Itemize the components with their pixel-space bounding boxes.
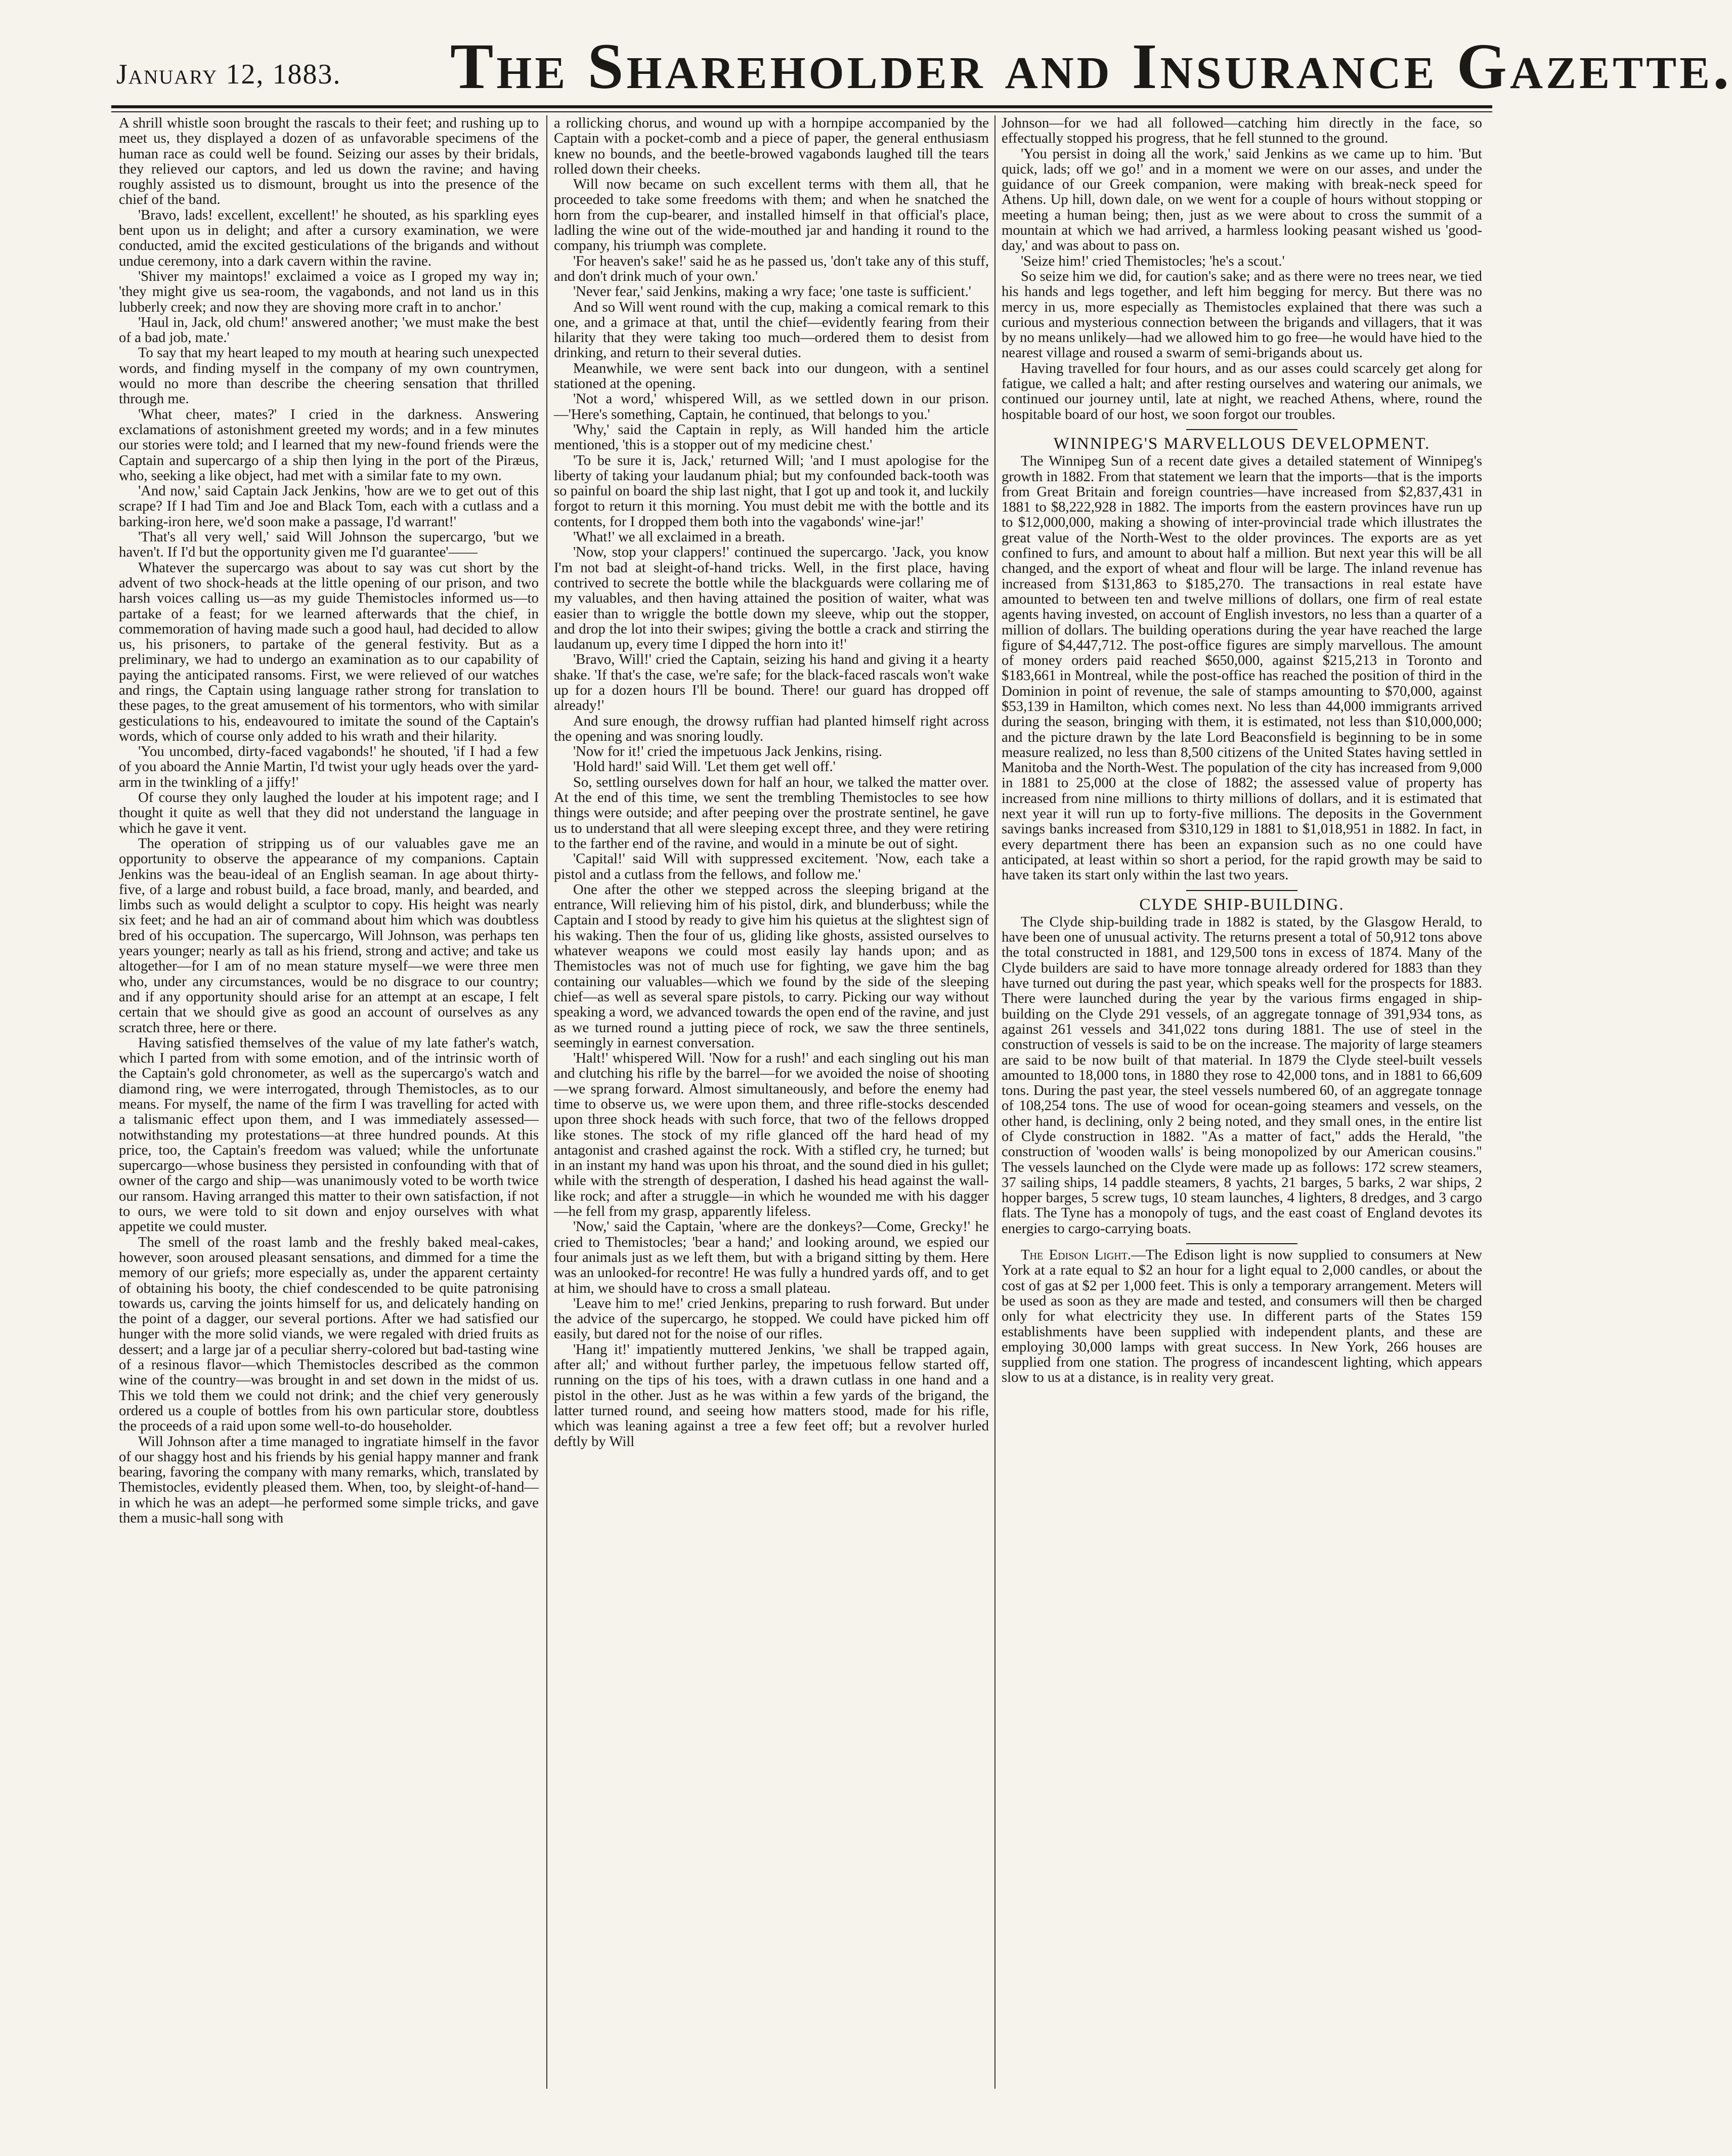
paragraph: 'Now for it!' cried the impetuous Jack Jenkins, rising. [573,743,883,760]
column-divider [994,115,995,2089]
paragraph: Meanwhile, we were sent back into our dungeon, with a sentinel stationed at the opening. [554,360,989,392]
paragraph: The smell of the roast lamb and the freshly baked meal-cakes, however, soon aroused pleasant sensations, and dimmed for a time the memory of our griefs; more especially as, under the apparent certainty of obtaining his booty, the chief condescended to be quite patronising towards us, carving the joints himself for us, and delicately handing on the point of a dagger, our several portions. After we had satisfied our hunger with the more solid viands, we were regaled with dried fruits as dessert; and a large jar of a peculiar sherry-colored but bad-tasting wine of a resinous flavor—which Themistocles described as the common wine of the country—was brought in and set down in the midst of us. This we told them we could not drink; and the chief very generously ordered us a couple of bottles from his own particular store, doubtless the proceeds of a raid upon some well-to-do householder. [119,1234,539,1434]
masthead-rule-thin [111,111,1492,112]
paragraph: a rollicking chorus, and wound up with a hornpipe accompanied by the Captain with a pocket-comb and a piece of paper, the general enthusiasm knew no bounds, and the beetle-browed vagabonds laughed till the tears rolled down their cheeks. [554,115,989,177]
paragraph: 'You uncombed, dirty-faced vagabonds!' he shouted, 'if I had a few of you aboard the Annie Martin, I'd twist your ugly heads over the yard-arm in the twinkling of a jiffy!' [119,743,539,790]
paragraph: And sure enough, the drowsy ruffian had planted himself right across the opening and was snoring loudly. [554,712,989,744]
masthead [86,20,1732,102]
paragraph: 'Bravo, lads! excellent, excellent!' he shouted, as his sparkling eyes bent upon us in delight; and after a cursory examination, we were conducted, amid the excited gesticulations of the brigands and without undue ceremony, into a dark cavern within the ravine. [119,206,539,269]
paragraph: 'Leave him to me!' cried Jenkins, preparing to rush forward. But under the advice of the supercargo, he stopped. We could have picked him off easily, but dared not for the noise of our rifles. [554,1295,989,1342]
paragraph: Johnson—for we had all followed—catching him directly in the face, so effectually stopped his progress, that he fell stunned to the ground. [1002,115,1482,147]
issue-date: January 12, 1883. [116,59,341,90]
paragraph: 'Capital!' said Will with suppressed excitement. 'Now, each take a pistol and a cutlass from the fellows, and follow me.' [554,851,989,882]
paragraph: 'Now,' said the Captain, 'where are the donkeys?—Come, Grecky!' he cried to Themistocles; 'bear a hand;' and looking around, we espied our four animals just as we left them, but with a brigand sitting by them. Here was an unlooked-for recontre! He was fully a hundred yards off, and to get at him, we should have to cross a small plateau. [554,1218,989,1296]
paragraph: 'And now,' said Captain Jack Jenkins, 'how are we to get out of this scrape? If I had Tim and Joe and Black Tom, each with a cutlass and a barking-iron here, we'd soon make a passage, I'd warrant!' [119,483,539,530]
masthead-rule-thick [111,105,1492,108]
paragraph: 'Hold hard!' said Will. 'Let them get well off.' [573,758,836,775]
paragraph: Will Johnson after a time managed to ingratiate himself in the favor of our shaggy host and his friends by his genial happy manner and frank bearing, favoring the company with many remarks, which, translated by Themistocles, evidently pleased them. When, too, by sleight-of-hand—in which he was an adept—he performed some simple tricks, and gave them a music-hall song with [119,1433,539,1527]
paragraph: The operation of stripping us of our valuables gave me an opportunity to observe the appearance of my companions. Captain Jenkins was the beau-ideal of an English seaman. In age about thirty-five, of a large and robust build, a face broad, manly, and bearded, and limbs such as would delight a sculptor to copy. His height was nearly six feet; and he had an air of command about him which was doubtless bred of his occupation. The supercargo, Will Johnson, was perhaps ten years younger; nearly as tall as his friend, strong and active; and take us altogether—for I am of no mean stature myself—we were three men who, under any circumstances, would be no disgrace to our country; and if any opportunity should arise for an attempt at an escape, I felt certain that we should give as good an account of ourselves as any scratch three, here or there. [119,835,539,1036]
paragraph: To say that my heart leaped to my mouth at hearing such unexpected words, and finding myself in the company of my own countrymen, would no more than describe the cheering sensation that thrilled through me. [119,345,539,407]
paragraph: 'What cheer, mates?' I cried in the darkness. Answering exclamations of astonishment greeted my words; and in a few minutes our stories were told; and I learned that my new-found friends were the Captain and supercargo of a ship then lying in the port of the Piræus, who, seeking a like object, had met with a similar fate to my own. [119,406,539,484]
paragraph: 'Not a word,' whispered Will, as we settled down in our prison.—'Here's something, Captain, he continued, that belongs to you.' [554,391,989,422]
paragraph: And so Will went round with the cup, making a comical remark to this one, and a grimace at that, until the chief—evidently fearing from their hilarity that they were taking too much—ordered them to desist from drinking, and return to their several duties. [554,299,989,361]
paragraph: 'What!' we all exclaimed in a breath. [573,529,785,545]
paragraph: 'Why,' said the Captain in reply, as Will handed him the article mentioned, 'this is a stopper out of my medicine chest.' [554,421,989,453]
paragraph: So, settling ourselves down for half an hour, we talked the matter over. At the end of this time, we sent the trembling Themistocles to see how things were outside; and after peeping over the prostrate sentinel, he gave us to understand that all were sleeping except three, and they were retiring to the farther end of the ravine, and would in a minute be out of sight. [554,774,989,852]
paragraph: Having satisfied themselves of the value of my late father's watch, which I parted from with some emotion, and of the intrinsic worth of the Captain's gold chronometer, as well as the supercargo's watch and diamond ring, we were interrogated, through Themistocles, as to our means. For myself, the name of the firm I was travelling for acted with a talismanic effect upon them, and I was immediately assessed—notwithstanding my protestations—at three hundred pounds. At this price, too, the Captain's freedom was valued; while the unfortunate supercargo—whose business they persisted in confounding with that of owner of the cargo and ship—was unanimously voted to be worth twice our ransom. Having arranged this matter to their own satisfaction, if not to ours, we were told to sit down and enjoy ourselves with what appetite we could muster. [119,1034,539,1235]
paragraph: Of course they only laughed the louder at his impotent rage; and I thought it quite as well that they did not understand the language in which he gave it vent. [119,789,539,836]
paragraph: One after the other we stepped across the sleeping brigand at the entrance, Will relieving him of his pistol, dirk, and blunderbuss; while the Captain and I stood by ready to give him his quietus at the slightest sign of his waking. Then the four of us, gliding like ghosts, assisted ourselves to whatever weapons we could most easily lay hands upon; and as Themistocles was not of much use for fighting, we gave him the bag containing our valuables—which we found by the side of the sleeping chief—as well as several spare pistols, to carry. Picking our way without speaking a word, we advanced towards the open end of the ravine, and just as we turned round a jutting piece of rock, we saw the three sentinels, seemingly in earnest conversation. [554,881,989,1051]
paragraph: 'Now, stop your clappers!' continued the supercargo. 'Jack, you know I'm not bad at sleight-of-hand tricks. Well, in the first place, having contrived to secrete the bottle while the blackguards were collaring me of my valuables, and then having attained the position of waiter, what was easier than to wriggle the bottle down my sleeve, whip out the stopper, and drop the lot into their swipes; giving the bottle a crack and stirring the laudanum up, every time I dipped the horn into it!' [554,544,989,653]
section-rule [1186,429,1297,430]
paragraph: 'For heaven's sake!' said he as he passed us, 'don't take any of this stuff, and don't drink much of your own.' [554,252,989,284]
paragraph: Whatever the supercargo was about to say was cut short by the advent of two shock-heads at the little opening of our prison, and two harsh voices calling us—as my guide Themistocles informed us—to partake of a feast; for we learned afterwards that the chief, in commemoration of having made such a good haul, had decided to allow us, his prisoners, to partake of the general festivity. But as a preliminary, we had to undergo an examination as to our capability of paying the anticipated ransoms. First, we were relieved of our watches and rings, the Captain using language rather strong for translation to these pages, to the great amusement of his tormentors, who with similar gesticulations to his, endeavoured to imitate the sound of the Captain's words, which of course only added to his wrath and their hilarity. [119,559,539,744]
column-2 [554,115,989,2119]
article-heading-clyde: CLYDE SHIP-BUILDING. [1139,895,1345,914]
run-in-heading: The Edison Light. [1021,1247,1132,1263]
column-1 [119,115,539,2119]
paragraph-edison [1002,1247,1482,1385]
paragraph: 'Shiver my maintops!' exclaimed a voice as I groped my way in; 'they might give us sea-room, the vagabonds, and not land us in this lubberly creek; and now they are shoving more craft in to anchor.' [119,268,539,315]
paragraph: 'Hang it!' impatiently muttered Jenkins, 'we shall be trapped again, after all;' and without further parley, the impetuous fellow started off, running on the tips of his toes, with a drawn cutlass in one hand and a pistol in the other. Just as he was within a few yards of the brigand, the latter turned round, and seeing how matters stood, made for his rifle, which was leaning against a tree a few feet off; but a revolver hurled deftly by Will [554,1341,989,1450]
paragraph: A shrill whistle soon brought the rascals to their feet; and rushing up to meet us, they displayed a dozen of as unfavorable specimens of the human race as could well be found. Seizing our asses by their bridals, they relieved our captors, and led us down the ravine; and having roughly assisted us to dismount, brought us into the presence of the chief of the band. [119,115,539,208]
paragraph: 'You persist in doing all the work,' said Jenkins as we came up to him. 'But quick, lads; off we go!' and in a moment we were on our asses, and under the guidance of our Greek companion, were making with break-neck speed for Athens. Up hill, down dale, on we went for a couple of hours without stopping or meeting a human being; then, just as we were about to cross the summit of a mountain at which we had arrived, a harmless looking peasant wished us 'good-day,' and was about to pass on. [1002,145,1482,254]
paragraph: Will now became on such excellent terms with them all, that he proceeded to take some freedoms with them; and when he snatched the horn from the cup-bearer, and installed himself in that official's place, ladling the wine out of the wide-mouthed jar and handing it round to the company, his triumph was complete. [554,176,989,254]
paragraph-text: —The Edison light is now supplied to consumers at New York at a rate equal to $2 an hour for a light equal to 2,000 candles, or about the cost of gas at $2 per 1,000 feet. This is only a temporary arrangement. Meters will be used as soon as they are made and tested, and consumers will then be charged only for what electricity they use. In different parts of the States 159 establishments have been supplied with independent plants, and these are employing 30,000 lamps with great success. In New York, 266 houses are supplied from one station. The progress of incandescent lighting, which appears slow to us at a distance, is in reality very great. [1002,1247,1482,1386]
paragraph: 'Bravo, Will!' cried the Captain, seizing his hand and giving it a hearty shake. 'If that's the case, we're safe; for the black-faced rascals won't wake up for a dozen hours I'll be bound. There! our guard has dropped off already!' [554,651,989,714]
paragraph: The Winnipeg Sun of a recent date gives a detailed statement of Winnipeg's growth in 1882. From that statement we learn that the imports—that is the imports from Great Britain and foreign countries—have increased from $2,837,431 in 1881 to $8,222,928 in 1882. The imports from the eastern provinces have run up to $12,000,000, making a showing of inter-provincial trade which illustrates the great value of the North-West to the older provinces. The exports are as yet confined to furs, and amount to about half a million. But next year this will be all changed, and the export of wheat and flour will be large. The inland revenue has increased from $131,863 to $185,270. The transactions in real estate have amounted to between ten and twelve millions of dollars, one firm of real estate agents having invested, on account of English investors, no less than a quarter of a million of dollars. The building operations during the year have reached the large figure of $4,447,712. The post-office figures are simply marvellous. The amount of money orders paid reached $650,000, against $215,213 in Toronto and $183,661 in Montreal, while the post-office has reached the position of third in the Dominion in point of revenue, the sale of stamps amounting to $70,000, against $53,139 in Hamilton, which comes next. No less than 44,000 immigrants arrived during the season, bringing with them, it is estimated, not less than $10,000,000; and the picture drawn by the late Lord Beaconsfield is beginning to be in some measure realized, no less than 8,500 citizens of the United States having settled in Manitoba and the North-West. The population of the city has increased from 9,000 in 1881 to 25,000 at the close of 1882; the assessed value of property has increased from nine millions to thirty millions of dollars, and it is estimated that next year it will run up to forty-five millions. The deposits in the Government savings banks increased from $310,129 in 1881 to $1,018,951 in 1882. In fact, in every department there has been an expansion such as no one could have anticipated, at least within so short a period, for the rapid growth may be said to have taken its start only within the last two years. [1002,453,1482,883]
paragraph: So seize him we did, for caution's sake; and as there were no trees near, we tied his hands and legs together, and left him begging for mercy. But there was no mercy in us, more especially as Themistocles explained that there was such a curious and mysterious connection between the brigands and villagers, that it was by no means unlikely—had we allowed him to go free—he would have hied to the nearest village and roused a swarm of semi-brigands about us. [1002,268,1482,361]
column-3 [1002,115,1482,2119]
paragraph: The Clyde ship-building trade in 1882 is stated, by the Glasgow Herald, to have been one of unusual activity. The returns present a total of 50,912 tons above the total constructed in 1881, and 129,500 tons in excess of 1874. Many of the Clyde builders are said to have more tonnage already ordered for 1883 than they have turned out during the past year, which speaks well for the prospects for 1883. There were launched during the year by the various firms engaged in ship-building on the Clyde 291 vessels, of an aggregate tonnage of 391,934 tons, as against 261 vessels and 341,022 tons during 1881. The use of steel in the construction of vessels is said to be on the increase. The majority of large steamers are said to be now built of that material. In 1879 the Clyde steel-built vessels amounted to 18,000 tons, in 1880 they rose to 42,000 tons, and in 1881 to 66,609 tons. During the past year, the steel vessels numbered 60, of an aggregate tonnage of 108,254 tons. The use of wood for ocean-going steamers and vessels, on the other hand, is declining, only 2 being noted, and they small ones, in the entire list of Clyde construction in 1882. "As a matter of fact," adds the Herald, "the construction of 'wooden walls' is being monopolized by our American cousins." The vessels launched on the Clyde were made up as follows: 172 screw steamers, 37 sailing ships, 14 paddle steamers, 8 yachts, 21 barges, 5 barks, 2 war ships, 2 hopper barges, 5 screw tugs, 10 steam launches, 4 lighters, 8 dredges, and 3 cargo flats. The Tyne has a monopoly of tugs, and the east coast of England devotes its energies to cargo-carrying boats. [1002,913,1482,1237]
section-rule [1186,890,1297,891]
paragraph: 'That's all very well,' said Will Johnson the supercargo, 'but we haven't. If I'd but the opportunity given me I'd guarantee'—— [119,529,539,561]
paragraph: 'Never fear,' said Jenkins, making a wry face; 'one taste is sufficient.' [573,283,971,300]
section-rule [1186,1243,1297,1244]
paragraph: 'Halt!' whispered Will. 'Now for a rush!' and each singling out his man and clutching his rifle by the barrel—for we avoided the noise of shooting—we sprang forward. Almost simultaneously, and before the enemy had time to observe us, we were upon them, and three rifle-stocks descended upon three shock heads with such force, that two of the fellows dropped like stones. The stock of my rifle glanced off the hard head of my antagonist and crashed against the rock. With a stifled cry, he turned; but in an instant my hand was upon his throat, and the sound died in his gullet; while with the strength of desperation, I dashed his head against the wall-like rock; and after a struggle—in which he wounded me with his dagger—he fell from my grasp, apparently lifeless. [554,1050,989,1220]
paragraph: 'Haul in, Jack, old chum!' answered another; 'we must make the best of a bad job, mate.' [119,314,539,346]
publication-title: The Shareholder and Insurance Gazette. [450,30,1732,102]
paragraph: 'To be sure it is, Jack,' returned Will; 'and I must apologise for the liberty of taking your laudanum phial; but my confounded back-tooth was so painful on board the ship last night, that I got up and took it, and luckily forgot to return it this morning. You must debit me with the bottle and its contents, for I dropped them both into the vagabonds' wine-jar!' [554,452,989,530]
article-heading-winnipeg: WINNIPEG'S MARVELLOUS DEVELOPMENT. [1053,434,1431,453]
column-divider [546,115,547,2089]
paragraph: 'Seize him!' cried Themistocles; 'he's a scout.' [1021,252,1285,269]
paragraph: Having travelled for four hours, and as our asses could scarcely get along for fatigue, we called a halt; and after resting ourselves and watering our animals, we continued our journey until, late at night, we reached Athens, where, round the hospitable board of our host, we soon forgot our troubles. [1002,360,1482,422]
